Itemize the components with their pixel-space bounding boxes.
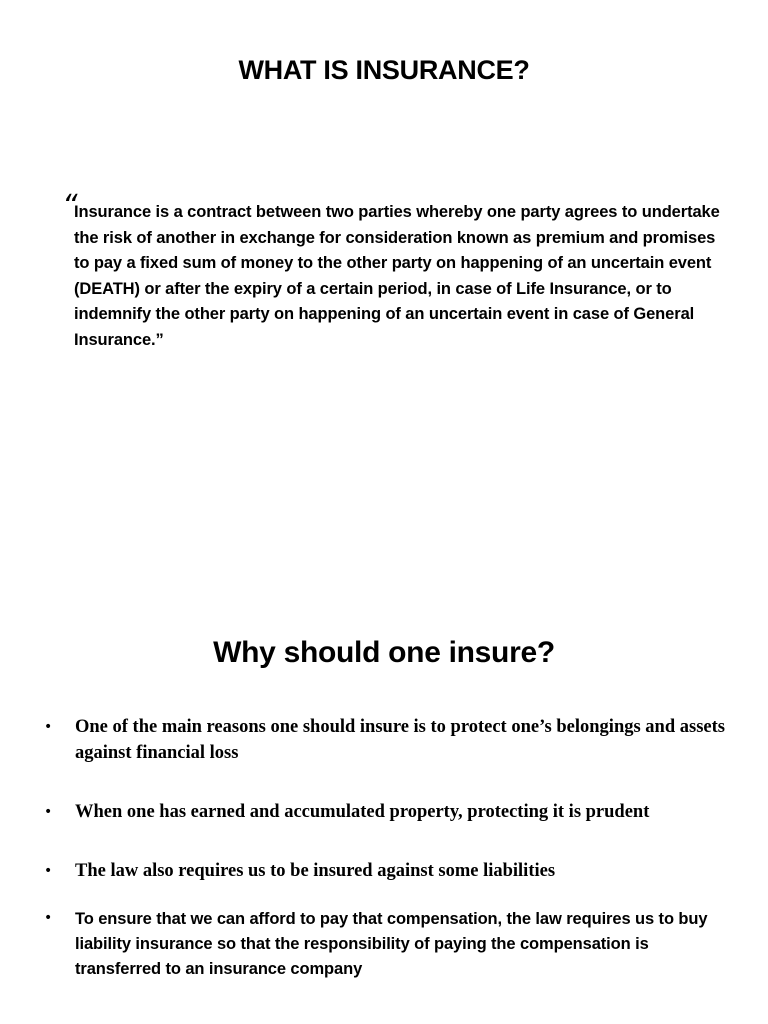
open-quote-mark: “ — [62, 189, 78, 224]
definition-text: Insurance is a contract between two parties whereby one party agrees to undertake the risk of another in exchange for consideration known as premium and promises to pay a fixed sum of money to the other party on happening of an uncertain event (DEATH) or after the expiry of a certain period, in case of Life Insurance, or to indemnify the other party on happening of an uncertain event in case of General Insurance.” — [74, 203, 720, 349]
list-item — [40, 858, 730, 884]
bullet-icon: • — [44, 804, 53, 820]
list-item — [40, 714, 730, 766]
list-item-text: When one has earned and accumulated property, protecting it is prudent — [75, 802, 650, 822]
reasons-list — [40, 714, 730, 982]
definition-quote — [62, 189, 732, 353]
bullet-icon: • — [44, 910, 53, 926]
list-item-text: To ensure that we can afford to pay that compensation, the law requires us to buy liability insurance so that the responsibility of paying the compensation is transferred to an insurance company — [75, 910, 708, 978]
section-heading: Why should one insure? — [213, 635, 555, 669]
list-item-text: The law also requires us to be insured against some liabilities — [75, 861, 556, 881]
list-item-text: One of the main reasons one should insure is to protect one’s belongings and assets against financial loss — [75, 717, 725, 763]
bullet-icon: • — [44, 863, 53, 879]
list-item — [40, 799, 730, 825]
page-title: WHAT IS INSURANCE? — [238, 55, 530, 86]
bullet-icon: • — [44, 719, 53, 735]
list-item — [40, 907, 730, 982]
